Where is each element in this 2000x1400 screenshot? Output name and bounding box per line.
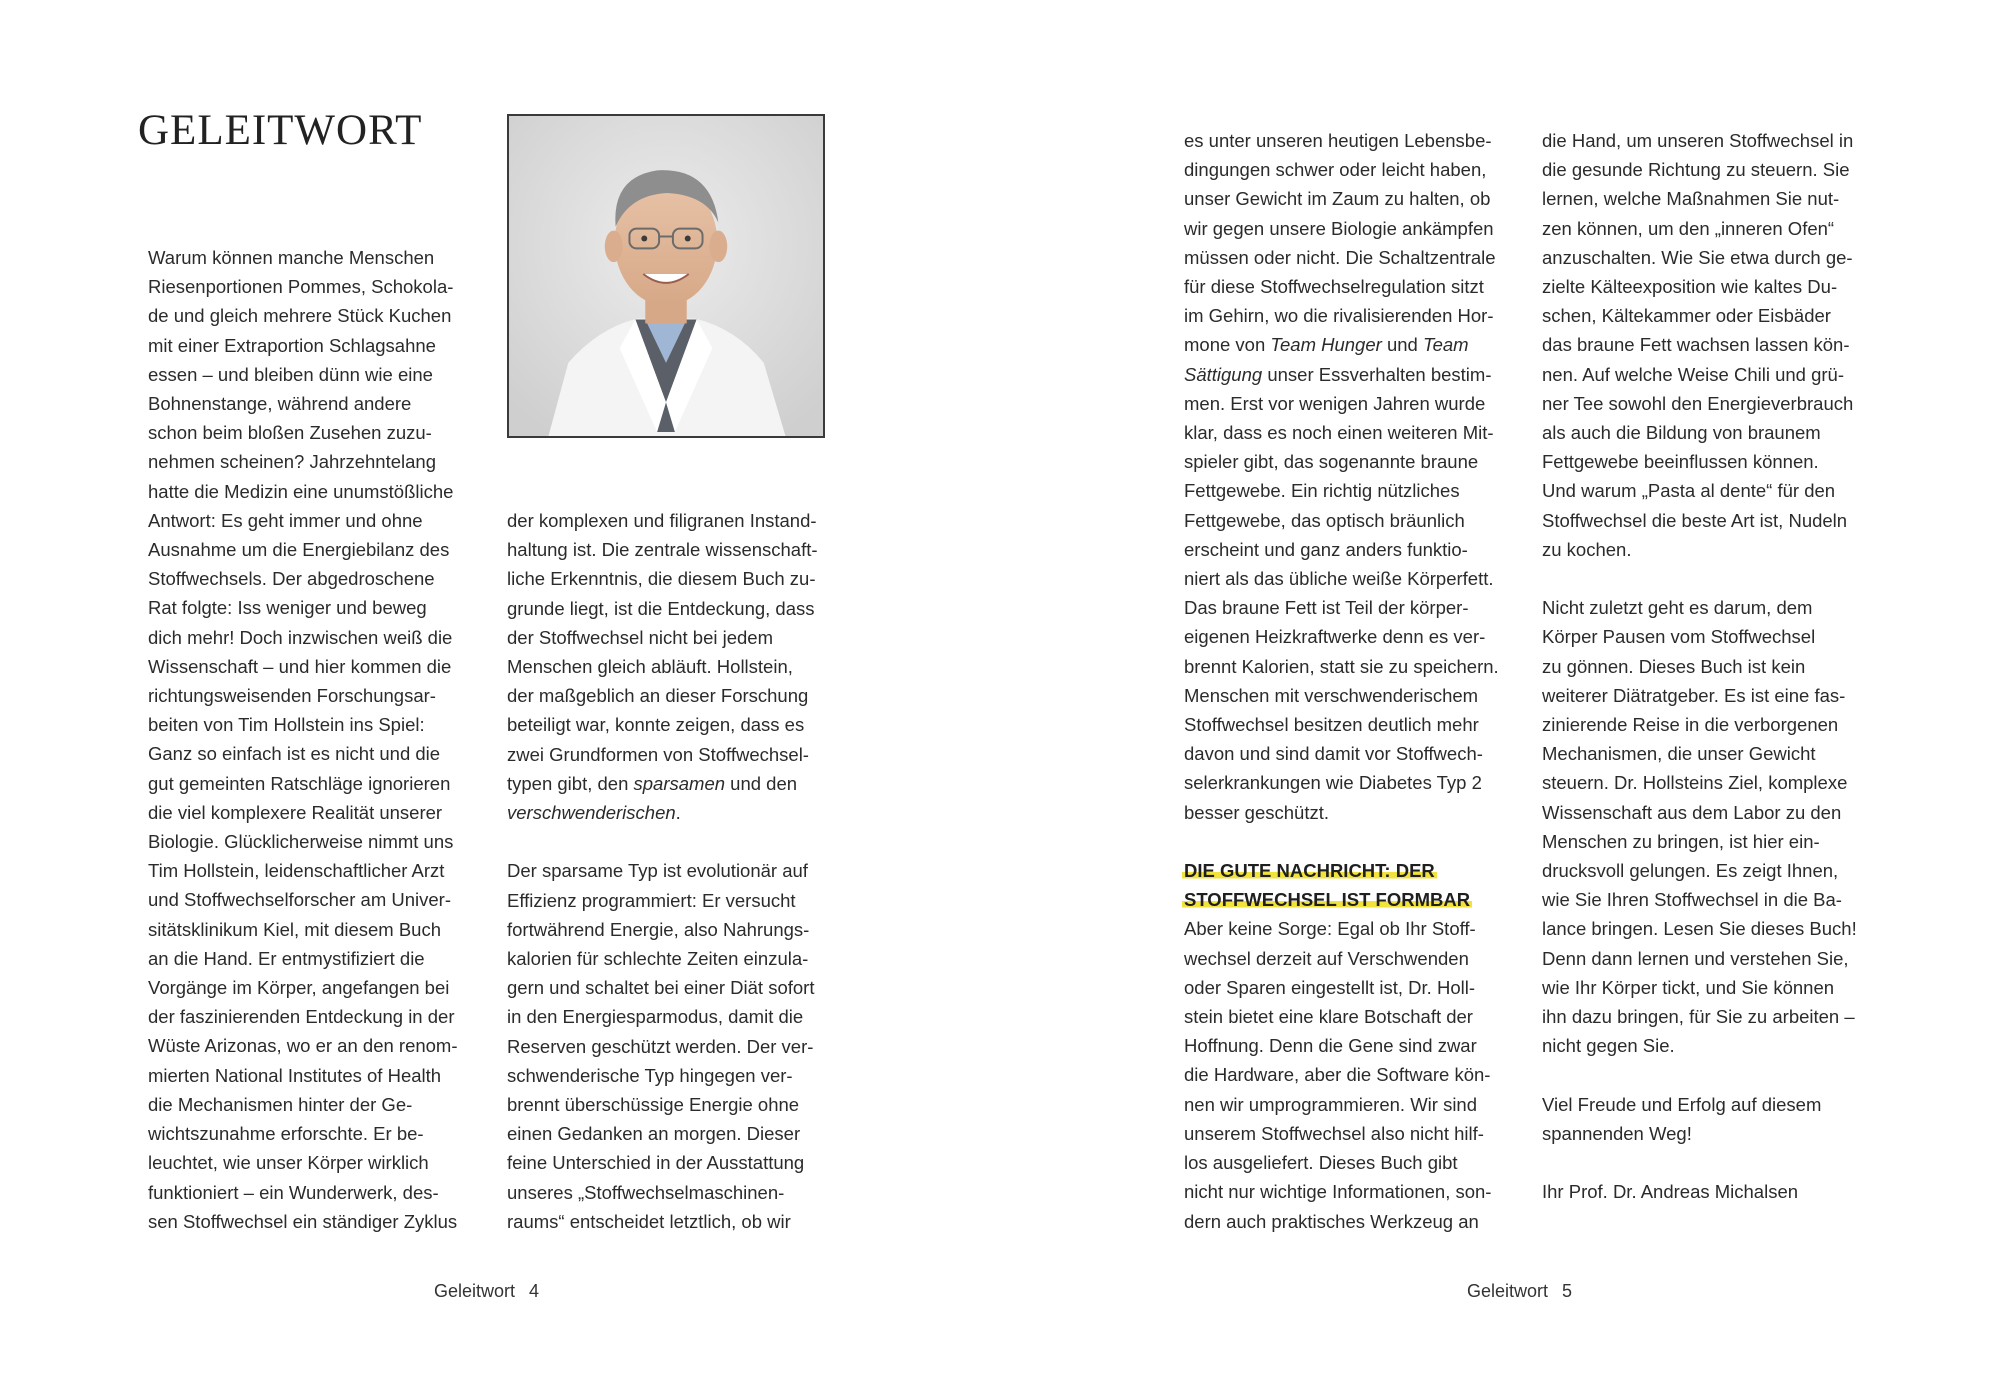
- page-number: 5: [1562, 1281, 1573, 1301]
- portrait-image: [509, 116, 823, 436]
- text-column-4: [1542, 126, 1872, 1206]
- paragraph: Der sparsame Typ ist evolutionär auf Effizienz programmiert: Er versucht fortwährend Energie, also Nahrungs- kalorien für schlechte Zeiten einzula- gern und schaltet bei einer Diät sofort in den Energiesparmodus, damit die Reserven geschützt werden. Der ver- schwenderische Typ hingegen ver- brennt überschüssige Energie ohne einen Gedanken an morgen. Dieser feine Unterschied in der Ausstattung unseres „Stoffwechselmaschinen- raums“ entscheidet letztlich, ob wir: [507, 860, 815, 1232]
- paragraph: Aber keine Sorge: Egal ob Ihr Stoff- wechsel derzeit auf Verschwenden oder Sparen eingestellt ist, Dr. Holl- stein bietet eine klare Botschaft der Hoffnung. Denn die Gene sind zwar die Hardware, aber die Software kön- nen wir umprogrammieren. Wir sind unserem Stoffwechsel also nicht hilf- los ausgeliefert. Dieses Buch gibt nicht nur wichtige Informationen, son- dern auch praktisches Werkzeug an: [1184, 918, 1492, 1232]
- paragraph: die Hand, um unseren Stoffwechsel in die gesunde Richtung zu steuern. Sie lernen, welche Maßnahmen Sie nut- zen können, um den „inneren Ofen“ anzuschalten. Wie Sie etwa durch ge- zielte Kälteexposition wie kaltes Du- schen, Kältekammer oder Eisbäder das braune Fett wachsen lassen kön- nen. Auf welche Weise Chili und grü- ner Tee sowohl den Energieverbrauch als auch die Bildung von braunem Fettgewebe beeinflussen können. Und warum „Pasta al dente“ für den Stoffwechsel die beste Art ist, Nudeln zu kochen.: [1542, 130, 1854, 560]
- page-footer-right: [1467, 1281, 1572, 1302]
- text-column-1: [148, 243, 478, 1236]
- section-heading: [1184, 856, 1514, 914]
- running-head: Geleitwort: [1467, 1281, 1549, 1301]
- page-footer-left: [434, 1281, 539, 1302]
- author-portrait: [507, 114, 825, 438]
- page-number: 4: [529, 1281, 540, 1301]
- paragraph: Warum können manche Menschen Riesenportionen Pommes, Schokola- de und gleich mehrere Stück Kuchen mit einer Extraportion Schlagsahne essen – und bleiben dünn wie eine Bohnenstange, während andere schon beim bloßen Zusehen zuzu- nehmen scheinen? Jahrzehntelang hatte die Medizin eine unumstößliche Antwort: Es geht immer und ohne Ausnahme um die Energiebilanz des Stoffwechsels. Der abgedroschene Rat folgte: Iss weniger und beweg dich mehr! Doch inzwischen weiß die Wissenschaft – und hier kommen die richtungsweisenden Forschungsar- beiten von Tim Hollstein ins Spiel: Ganz so einfach ist es nicht und die gut gemeinten Ratschläge ignorieren die viel komplexere Realität unserer Biologie. Glücklicherweise nimmt uns Tim Hollstein, leidenschaftlicher Arzt und Stoffwechselforscher am Univer- sitätsklinikum Kiel, mit diesem Buch an die Hand. Er entmystifiziert die Vorgänge im Körper, angefangen bei der faszinierenden Entdeckung in der Wüste Arizonas, wo er an den renom- mierten National Institutes of Health die Mechanismen hinter der Ge- wichtszunahme erforschte. Er be- leuchtet, wie unser Körper wirklich funktioniert – ein Wunderwerk, des- sen Stoffwechsel ein ständiger Zyklus: [148, 247, 458, 1232]
- signature-line: Ihr Prof. Dr. Andreas Michalsen: [1542, 1181, 1799, 1203]
- paragraph: der komplexen und filigranen Instand- haltung ist. Die zentrale wissenschaft- liche Erkenntnis, die diesem Buch zu- grunde liegt, ist die Entdeckung, dass der Stoffwechsel nicht bei jedem Menschen gleich abläuft. Hollstein, der maßgeblich an dieser Forschung beteiligt war, konnte zeigen, dass es zwei Grundformen von Stoffwechsel- typen gibt, den sparsamen und den verschwenderischen.: [507, 510, 818, 824]
- paragraph: Nicht zuletzt geht es darum, dem Körper Pausen vom Stoffwechsel zu gönnen. Dieses Buch ist kein weiterer Diätratgeber. Es ist eine fas- zinierende Reise in die verborgenen Mechanismen, die unser Gewicht steuern. Dr. Hollsteins Ziel, komplexe Wissenschaft aus dem Labor zu den Menschen zu bringen, ist hier ein- drucksvoll gelungen. Es zeigt Ihnen, wie Sie Ihren Stoffwechsel in die Ba- lance bringen. Lesen Sie dieses Buch! Denn dann lernen und verstehen Sie, wie Ihr Körper tickt, und Sie können ihn dazu bringen, für Sie zu arbeiten – nicht gegen Sie.: [1542, 597, 1857, 1057]
- running-head: Geleitwort: [434, 1281, 516, 1301]
- heading-line-1: DIE GUTE NACHRICHT: DER: [1184, 860, 1435, 882]
- paragraph: es unter unseren heutigen Lebensbe- dingungen schwer oder leicht haben, unser Gewicht im Zaum zu halten, ob wir gegen unsere Biologie ankämpfen müssen oder nicht. Die Schaltzentrale für diese Stoffwechselregulation sitzt im Gehirn, wo die rivalisierenden Hor- mone von Team Hunger und Team Sättigung unser Essverhalten bestim- men. Erst vor wenigen Jahren wurde klar, dass es noch einen weiteren Mit- spieler gibt, das sogenannte braune Fettgewebe. Ein richtig nützliches Fettgewebe, das optisch bräunlich erscheint und ganz anders funktio- niert als das übliche weiße Körperfett. Das braune Fett ist Teil der körper- eigenen Heizkraftwerke denn es ver- brennt Kalorien, statt sie zu speichern. Menschen mit verschwenderischem Stoffwechsel besitzen deutlich mehr davon und sind damit vor Stoffwech- selerkrankungen wie Diabetes Typ 2 besser geschützt.: [1184, 130, 1499, 823]
- text-column-3: [1184, 126, 1514, 1236]
- text-column-2: [507, 506, 837, 1236]
- paragraph: Viel Freude und Erfolg auf diesem spannenden Weg!: [1542, 1093, 1822, 1144]
- page-title: GELEITWORT: [138, 107, 423, 154]
- heading-line-2: STOFFWECHSEL IST FORMBAR: [1184, 889, 1471, 911]
